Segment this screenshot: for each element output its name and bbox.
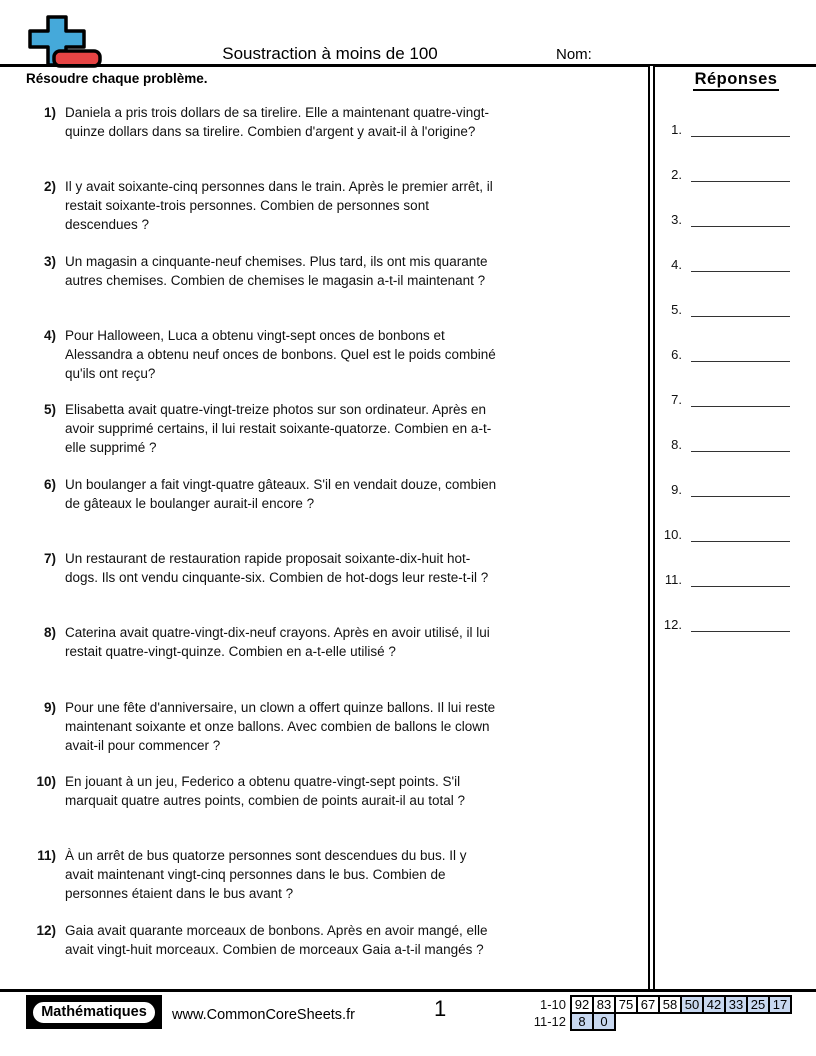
problem-text: En jouant à un jeu, Federico a obtenu quatre-vingt-sept points. S'il marquait quatre autres points, combien de points aurait-il au total ? [65, 774, 465, 808]
problem-number: 2) [43, 179, 56, 194]
answer-number: 9. [671, 482, 682, 497]
score-cell: 75 [614, 995, 638, 1014]
footer-rule [0, 989, 816, 992]
answer-number: 5. [671, 302, 682, 317]
answer-row-11 [656, 570, 816, 587]
problem-number: 7) [43, 551, 56, 566]
answer-number: 1. [671, 122, 682, 137]
problem-number: 3) [43, 254, 56, 269]
problem-number: 9) [43, 700, 56, 715]
problem-item-10 [24, 772, 510, 810]
problem-text: Pour une fête d'anniversaire, un clown a offert quinze ballons. Il lui reste maintenant soixante et onze ballons. Avec combien de ballons le clown avait-il pour commencer ? [65, 700, 496, 753]
answer-row-3 [656, 210, 816, 227]
answer-blank-10[interactable] [691, 537, 790, 542]
problem-item-2 [24, 177, 510, 234]
answers-title: Réponses [656, 70, 816, 89]
score-cell: 25 [746, 995, 770, 1014]
answer-number: 2. [671, 167, 682, 182]
problem-text: Il y avait soixante-cinq personnes dans le train. Après le premier arrêt, il restait soixante-trois personnes. Combien de personnes sont descendues ? [65, 179, 493, 232]
answer-number: 8. [671, 437, 682, 452]
score-table [524, 995, 792, 1031]
problem-number: 1) [43, 105, 56, 120]
site-url: www.CommonCoreSheets.fr [172, 1007, 355, 1023]
problem-item-12 [24, 921, 510, 959]
answer-blank-5[interactable] [691, 312, 790, 317]
problem-number: 5) [43, 402, 56, 417]
problem-text: Pour Halloween, Luca a obtenu vingt-sept onces de bonbons et Alessandra a obtenu neuf onces de bonbons. Quel est le poids combiné qu'ils ont reçu? [65, 328, 496, 381]
answer-row-6 [656, 345, 816, 362]
answer-blank-4[interactable] [691, 267, 790, 272]
problem-item-6 [24, 475, 510, 513]
name-label: Nom: [556, 46, 592, 63]
score-cell: 8 [570, 1012, 594, 1031]
answer-number: 10. [663, 527, 682, 542]
answer-blank-2[interactable] [691, 177, 790, 182]
answer-number: 12. [663, 617, 682, 632]
answer-row-10 [656, 525, 816, 542]
answer-number: 7. [671, 392, 682, 407]
answers-panel [656, 70, 816, 632]
problem-text: Un magasin a cinquante-neuf chemises. Plus tard, ils ont mis quarante autres chemises. Combien de chemises le magasin a-t-il maintenant ? [65, 254, 488, 288]
answer-row-12 [656, 615, 816, 632]
problem-text: Caterina avait quatre-vingt-dix-neuf crayons. Après en avoir utilisé, il lui restait quatre-vingt-quinze. Combien en a-t-elle utilisé ? [65, 625, 490, 659]
problem-text: Gaia avait quarante morceaux de bonbons. Après en avoir mangé, elle avait vingt-huit morceaux. Combien de morceaux Gaia a-t-il mangés ? [65, 923, 488, 957]
problem-item-11 [24, 846, 510, 903]
score-cell: 50 [680, 995, 704, 1014]
problem-item-1 [24, 103, 510, 141]
answer-blank-12[interactable] [691, 627, 790, 632]
instruction-text: Résoudre chaque problème. [26, 71, 208, 86]
problem-text: Elisabetta avait quatre-vingt-treize photos sur son ordinateur. Après en avoir supprimé certains, il lui restait soixante-quatorze. Combien en a-t-elle supprimé ? [65, 402, 492, 455]
page-title: Soustraction à moins de 100 [222, 44, 438, 63]
problem-item-5 [24, 400, 510, 457]
score-cell: 33 [724, 995, 748, 1014]
brand-badge [26, 995, 162, 1029]
answer-row-8 [656, 435, 816, 452]
problem-text: Un restaurant de restauration rapide proposait soixante-dix-huit hot-dogs. Ils ont vendu cinquante-six. Combien de hot-dogs leur reste-t-il ? [65, 551, 489, 585]
answer-row-2 [656, 165, 816, 182]
problem-text: Un boulanger a fait vingt-quatre gâteaux. S'il en vendait douze, combien de gâteaux le boulanger aurait-il encore ? [65, 477, 497, 511]
page-number: 1 [434, 996, 447, 1021]
score-cell: 17 [768, 995, 792, 1014]
answer-number: 4. [671, 257, 682, 272]
score-cell: 67 [636, 995, 660, 1014]
column-divider [648, 66, 655, 990]
score-row-2 [524, 1012, 792, 1031]
answer-number: 3. [671, 212, 682, 227]
answer-blank-3[interactable] [691, 222, 790, 227]
problem-item-7 [24, 549, 510, 587]
score-row-label: 11-12 [533, 1014, 566, 1029]
score-cell: 92 [570, 995, 594, 1014]
score-cell: 42 [702, 995, 726, 1014]
answer-number: 11. [664, 572, 682, 587]
score-cell: 58 [658, 995, 682, 1014]
answer-blank-8[interactable] [691, 447, 790, 452]
problem-item-3 [24, 252, 510, 290]
problem-number: 11) [37, 848, 56, 863]
problem-text: Daniela a pris trois dollars de sa tirelire. Elle a maintenant quatre-vingt-quinze dollars dans sa tirelire. Combien d'argent y avait-il à l'origine? [65, 105, 489, 139]
answer-row-5 [656, 300, 816, 317]
answer-row-9 [656, 480, 816, 497]
problem-item-4 [24, 326, 510, 383]
score-row-label: 1-10 [539, 997, 566, 1012]
answer-blank-1[interactable] [691, 132, 790, 137]
answer-blank-11[interactable] [691, 582, 790, 587]
answer-row-1 [656, 120, 816, 137]
score-cell: 0 [592, 1012, 616, 1031]
brand-label: Mathématiques [31, 1000, 157, 1025]
problem-number: 6) [43, 477, 56, 492]
score-cell: 83 [592, 995, 616, 1014]
answer-row-7 [656, 390, 816, 407]
answer-row-4 [656, 255, 816, 272]
problem-item-9 [24, 698, 510, 755]
problem-number: 10) [36, 774, 56, 789]
answer-blank-9[interactable] [691, 492, 790, 497]
problem-number: 4) [43, 328, 56, 343]
header-rule [0, 64, 816, 67]
problem-number: 12) [36, 923, 56, 938]
answer-blank-7[interactable] [691, 402, 790, 407]
problem-text: À un arrêt de bus quatorze personnes sont descendues du bus. Il y avait maintenant vingt-cinq personnes dans le bus. Combien de personnes étaient dans le bus avant ? [65, 848, 467, 901]
problem-number: 8) [43, 625, 56, 640]
problem-item-8 [24, 623, 510, 661]
answer-number: 6. [671, 347, 682, 362]
answer-blank-6[interactable] [691, 357, 790, 362]
